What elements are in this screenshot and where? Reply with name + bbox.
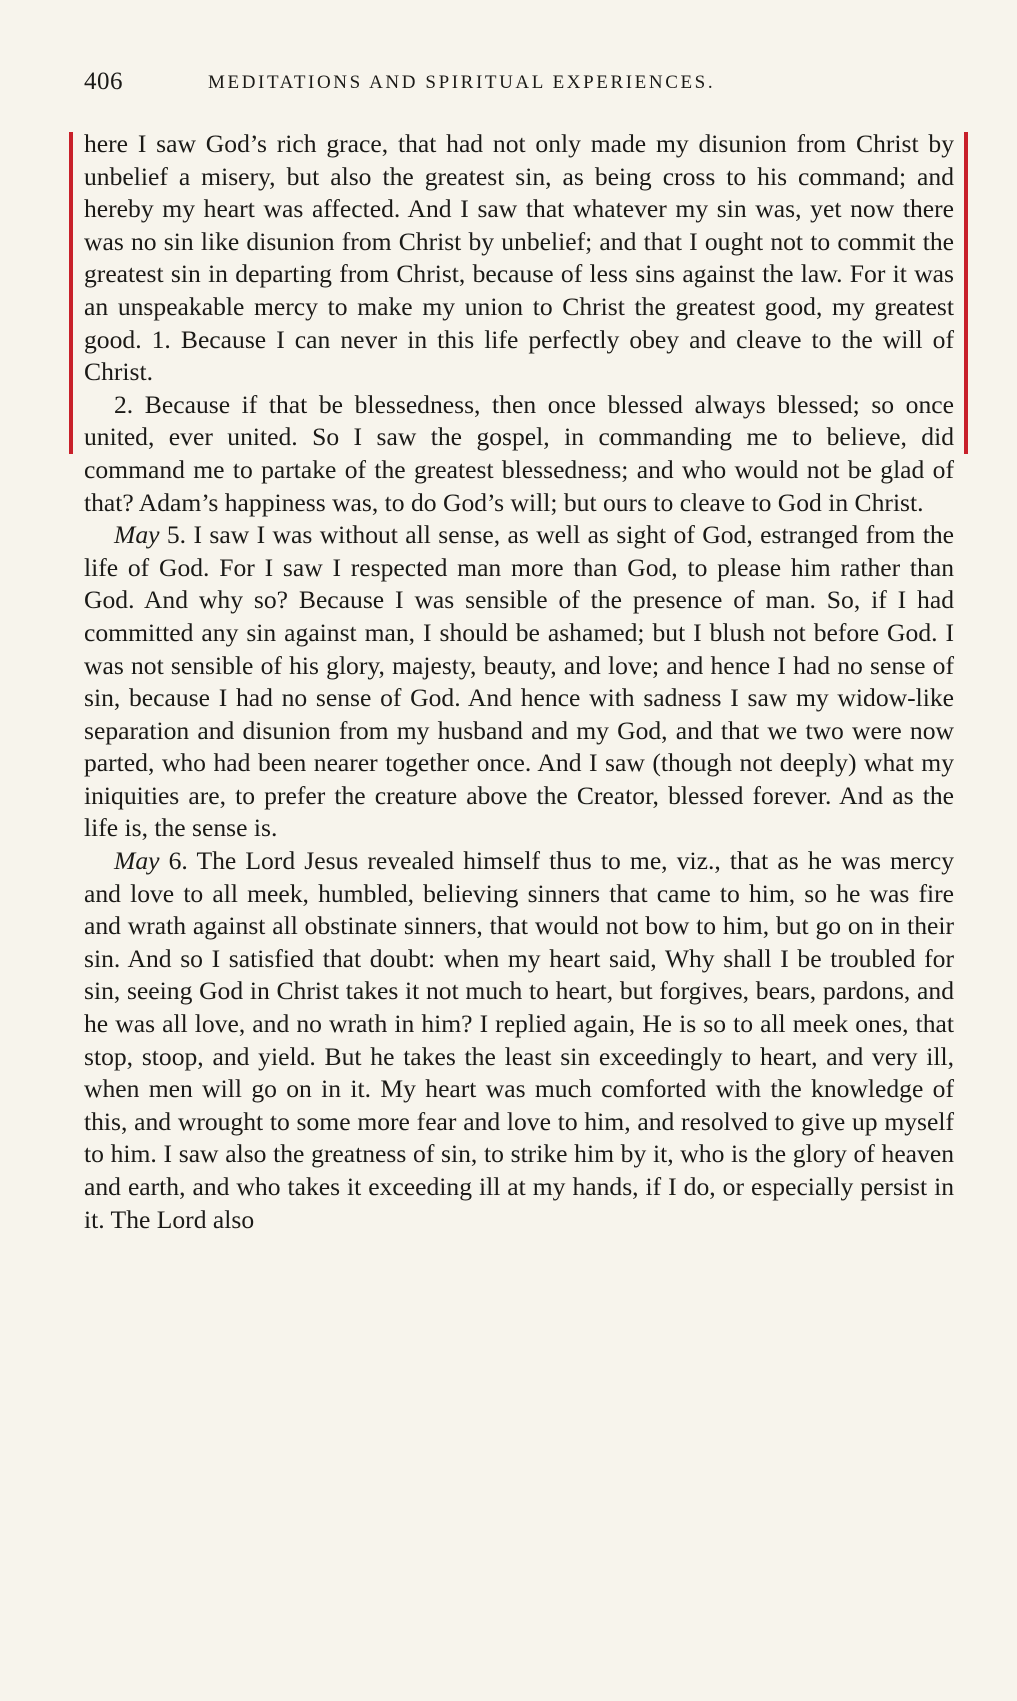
paragraph-3	[84, 519, 954, 845]
page-number: 406	[84, 68, 123, 95]
date-label: May	[114, 846, 160, 876]
margin-mark-right	[964, 132, 968, 454]
paragraph-4-text: 6. The Lord Jesus revealed himself thus to me, viz., that as he was mercy and love to all meek, humbled, believing sinners that came to him, so he was fire and wrath against all obstinate sinners, that would not bow to him, but go on in their sin. And so I satisfied that doubt: when my heart said, Why shall I be troubled for sin, seeing God in Christ takes it not much to heart, but forgives, bears, pardons, and he was all love, and no wrath in him? I replied again, He is so to all meek ones, that stop, stoop, and yield. But he takes the least sin exceedingly to heart, and very ill, when men will go on in it. My heart was much comforted with the knowledge of this, and wrought to some more fear and love to him, and resolved to give up myself to him. I saw also the greatness of sin, to strike him by it, who is the glory of heaven and earth, and who takes it exceeding ill at my hands, if I do, or especially persist in it. The Lord also	[84, 846, 954, 1234]
body-text	[84, 128, 954, 1236]
paragraph-1: here I saw God’s rich grace, that had not only made my disunion from Christ by unbelief a misery, but also the greatest sin, as being cross to his command; and hereby my heart was affected. And I saw that whatever my sin was, yet now there was no sin like disunion from Christ by unbelief; and that I ought not to commit the greatest sin in departing from Christ, because of less sins against the law. For it was an unspeakable mercy to make my union to Christ the greatest good, my greatest good. 1. Because I can never in this life perfectly obey and cleave to the will of Christ.	[84, 129, 954, 387]
paragraph-3-text: 5. I saw I was without all sense, as well as sight of God, estranged from the life of God. For I saw I respected man more than God, to please him rather than God. And why so? Because I was sensible of the presence of man. So, if I had committed any sin against man, I should be ashamed; but I blush not before God. I was not sensible of his glory, majesty, beauty, and love; and hence I had no sense of sin, because I had no sense of God. And hence with sadness I saw my widow-like separation and disunion from my husband and my God, and that we two were now parted, who had been nearer together once. And I saw (though not deeply) what my iniquities are, to prefer the creature above the Creator, blessed forever. And as the life is, the sense is.	[84, 520, 954, 843]
date-label: May	[114, 520, 160, 550]
running-head: MEDITATIONS AND SPIRITUAL EXPERIENCES.	[208, 72, 716, 93]
marked-passage	[84, 128, 954, 389]
paragraph-2: 2. Because if that be blessedness, then once blessed always blessed; so once united, ever united. So I saw the gospel, in commanding me to believe, did command me to partake of the greatest blessedness; and who would not be glad of that? Adam’s happiness was, to do God’s will; but ours to cleave to God in Christ.	[84, 389, 954, 517]
margin-mark-left	[69, 132, 73, 454]
page-header	[84, 68, 964, 102]
paragraph-4	[84, 845, 954, 1236]
